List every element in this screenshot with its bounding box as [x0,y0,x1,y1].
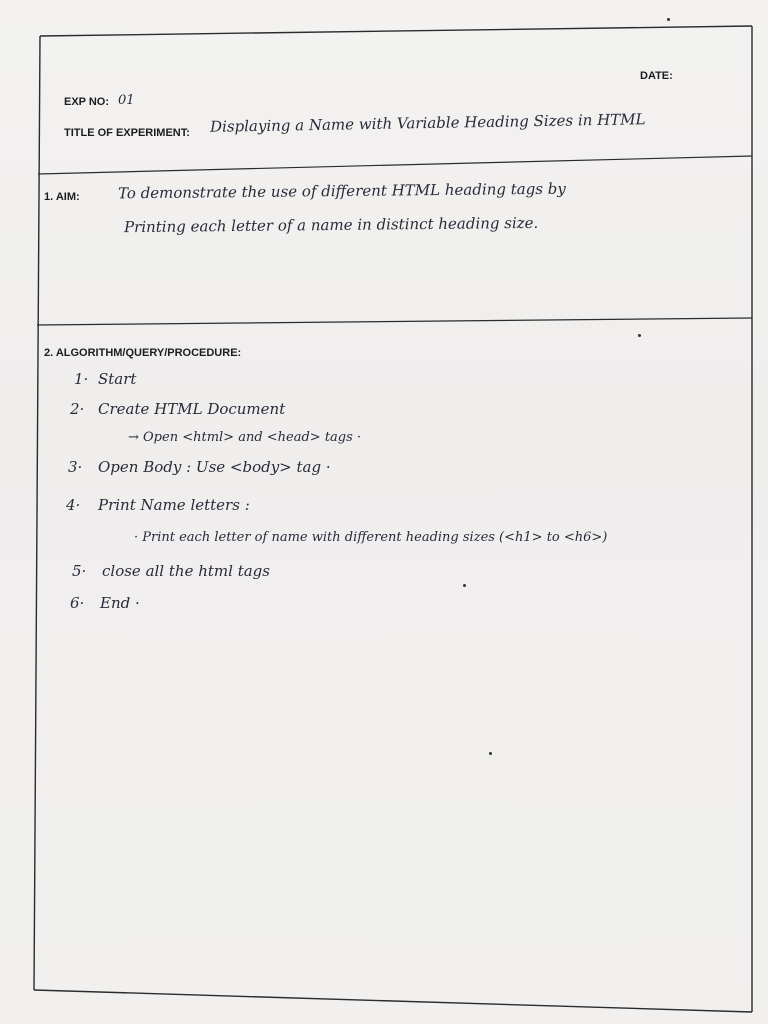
step-4-text: Print Name letters : [98,496,250,514]
title-value: Displaying a Name with Variable Heading Sizes in HTML [209,110,646,136]
exp-no-value: 01 [118,93,135,108]
step-4-sub-text: · Print each letter of name with different heading sizes (<h1> to <h6>) [134,530,608,545]
step-3-number: 3· [68,458,83,476]
date-label: DATE: [640,70,673,82]
step-4-number: 4· [66,496,81,514]
ink-mark [463,584,466,587]
step-2-number: 2· [70,400,85,418]
ink-mark [667,18,670,21]
step-2-text: Create HTML Document [98,400,286,418]
step-6-number: 6· [70,594,85,612]
aim-label: 1. AIM: [44,191,80,203]
step-5-number: 5· [72,562,87,580]
title-label: TITLE OF EXPERIMENT: [64,127,190,139]
step-6-text: End · [100,594,140,612]
exp-no-label: EXP NO: [64,96,110,108]
step-1-number: 1· [74,370,89,388]
aim-line-2: Printing each letter of a name in distinct heading size. [123,213,539,237]
ink-mark [489,752,492,755]
step-1-text: Start [98,370,137,388]
step-3-text: Open Body : Use <body> tag · [98,458,331,476]
ink-mark [638,334,641,337]
step-5-text: close all the html tags [102,562,270,580]
step-2-sub-text: → Open <html> and <head> tags · [128,430,362,445]
procedure-label: 2. ALGORITHM/QUERY/PROCEDURE: [44,347,242,359]
aim-line-1: To demonstrate the use of different HTML heading tags by [117,179,566,203]
